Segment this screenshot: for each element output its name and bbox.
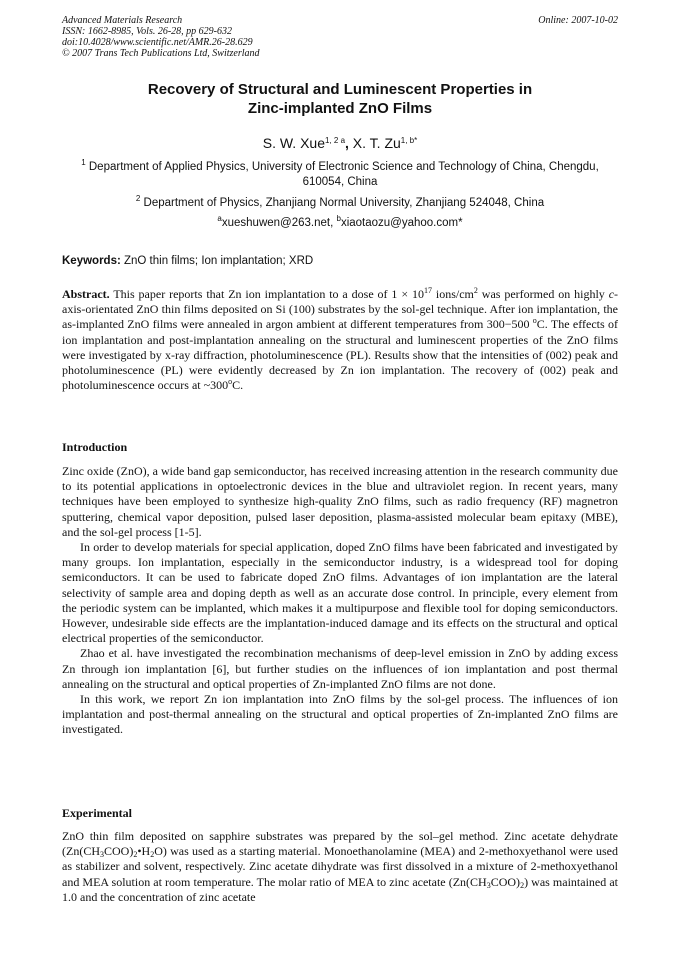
affiliation-1-text: Department of Applied Physics, University of Electronic Science and Technology of China, Chengdu, 610054, China — [85, 161, 599, 188]
author-1-affil: 1, 2 a — [325, 136, 346, 145]
exp-text-2: COO) — [104, 844, 134, 859]
exp-sub-5: 2 — [520, 880, 525, 890]
journal-name: Advanced Materials Research — [62, 15, 183, 26]
email-b[interactable]: xiaotaozu@yahoo.com* — [340, 217, 463, 229]
intro-paragraph-1: Zinc oxide (ZnO), a wide band gap semiconductor, has received increasing attention in the research community due to its potential applications in optoelectronic devices in the blue and ultraviolet region. In recent years, many techniques have been employed to synthesize high-quality ZnO films, such as radio frequency (RF) magnetron sputtering, chemical vapor deposition, pulsed laser deposition, plasma-assisted molecular beam epitaxy (MBE), and the sol-gel process [1-5]. — [62, 464, 618, 539]
exp-text-4: O) was used as a starting material. Monoethanolamine (MEA) and 2-methoxyethanol were used as stabilizer and solvent, respectively. Zinc acetate dihydrate was first dissolved in a mixture of 2-methoxyethanol and MEA solution at room temperature. The molar ratio of MEA to zinc acetate (Zn(CH — [62, 844, 618, 889]
abstract-text-1: This paper reports that Zn ion implantation to a dose of 1 × 10 — [109, 287, 424, 301]
area-exponent: 2 — [473, 286, 478, 295]
doi-line: doi:10.4028/www.scientific.net/AMR.26-28.629 — [62, 37, 253, 48]
exp-text-1: ZnO thin film deposited on sapphire substrates was prepared by the sol–gel method. Zinc acetate dehydrate (Zn(CH — [62, 829, 618, 859]
exp-sub-1: 3 — [100, 850, 104, 860]
author-emails — [62, 216, 618, 231]
experimental-heading: Experimental — [62, 806, 132, 820]
issn-line: ISSN: 1662-8985, Vols. 26-28, pp 629-632 — [62, 26, 232, 37]
copyright-line: © 2007 Trans Tech Publications Ltd, Switzerland — [62, 48, 260, 59]
affiliation-2-text: Department of Physics, Zhanjiang Normal University, Zhanjiang 524048, China — [140, 197, 545, 209]
online-date: Online: 2007-10-02 — [538, 15, 618, 26]
title-line-1: Recovery of Structural and Luminescent Properties in — [147, 81, 533, 98]
introduction-body — [62, 464, 618, 738]
exp-text-6: ) was maintained at 1.0 and the concentration of zinc acetate — [62, 874, 618, 904]
experimental-body — [62, 829, 618, 905]
abstract-text-6: C. — [232, 378, 244, 393]
affiliation-1 — [62, 160, 618, 190]
introduction-heading: Introduction — [62, 440, 128, 454]
abstract-text-2: ions/cm — [432, 287, 474, 301]
affiliation-2-mark: 2 — [135, 194, 141, 203]
exp-sub-2: 2 — [133, 850, 138, 860]
intro-paragraph-3: Zhao et al. have investigated the recombination mechanisms of deep-level emission in ZnO by adding excess Zn through ion implantation [6], but further studies on the influences of ion implantation and post thermal annealing on the structural and optical properties of Zn-implanted ZnO films are not done. — [62, 646, 618, 691]
email-a-mark: a — [217, 214, 222, 223]
author-1-name: S. W. Xue — [262, 135, 325, 151]
exp-sub-3: 2 — [150, 850, 155, 860]
intro-paragraph-2: In order to develop materials for special application, doped ZnO films have been fabricated and investigated by many groups. Ion implantation, especially in the semiconductor industry, is a widespread tool for doping semiconductors. It can be used to fabricate doped ZnO films. Advantages of ion implantation are the lateral selectivity of sample area and doping depth as well as an accurate dose control. In principle, every element from the periodic system can be implanted, which makes it a multipurpose and flexible tool for doping semiconductors. However, undesirable side effects are the implantation-induced damage and its effects on the structural and optical electrical properties of the semiconductor. — [62, 540, 618, 646]
keywords — [62, 254, 618, 268]
keywords-text: ZnO thin films; Ion implantation; XRD — [120, 255, 314, 267]
keywords-label: Keywords: — [62, 255, 121, 267]
abstract-label: Abstract. — [62, 287, 110, 301]
abstract-text-5: C. The effects of ion implantation and post-implantation annealing on the structural and luminescent properties of the ZnO films were investigated by x-ray diffraction, photoluminescence (PL). Results show that the intensities of (002) peak and photoluminescence (PL) were evidently decreased by Zn ion implantation. The recovery of (002) peak and photoluminescence occurs at ~300 — [62, 317, 618, 393]
paper-title — [62, 80, 618, 118]
exp-text-3: •H — [137, 844, 151, 859]
c-axis-italic: c — [608, 287, 615, 301]
email-b-mark: b — [336, 214, 341, 223]
abstract-text-3: was performed on highly — [477, 287, 609, 301]
email-a[interactable]: xueshuwen@263.net, — [221, 217, 337, 229]
exp-sub-4: 3 — [486, 880, 491, 890]
affiliation-1-mark: 1 — [81, 158, 86, 167]
degree-mark-2: o — [228, 377, 233, 387]
author-list — [62, 135, 618, 151]
degree-mark-1: o — [532, 316, 537, 326]
title-line-2: Zinc-implanted ZnO Films — [247, 100, 433, 117]
author-separator: , — [345, 135, 349, 151]
intro-paragraph-4: In this work, we report Zn ion implantation into ZnO films by the sol-gel process. The influences of ion implantation and post-thermal annealing on the structural and optical properties of Zn-implanted ZnO films are investigated. — [62, 692, 618, 737]
author-2-affil: 1, b* — [400, 136, 418, 145]
affiliation-2 — [62, 196, 618, 211]
exp-text-5: COO) — [490, 874, 521, 889]
journal-header — [62, 15, 618, 59]
abstract-text-4: -axis-orientated ZnO thin films deposited on Si (100) substrates by the sol-gel technique. After ion implantation, the as-implanted ZnO films were annealed in argon ambient at different temperatures from 300−500 — [62, 287, 619, 332]
abstract — [62, 287, 618, 393]
dose-exponent: 17 — [424, 286, 432, 295]
author-2-name: X. T. Zu — [348, 135, 401, 151]
